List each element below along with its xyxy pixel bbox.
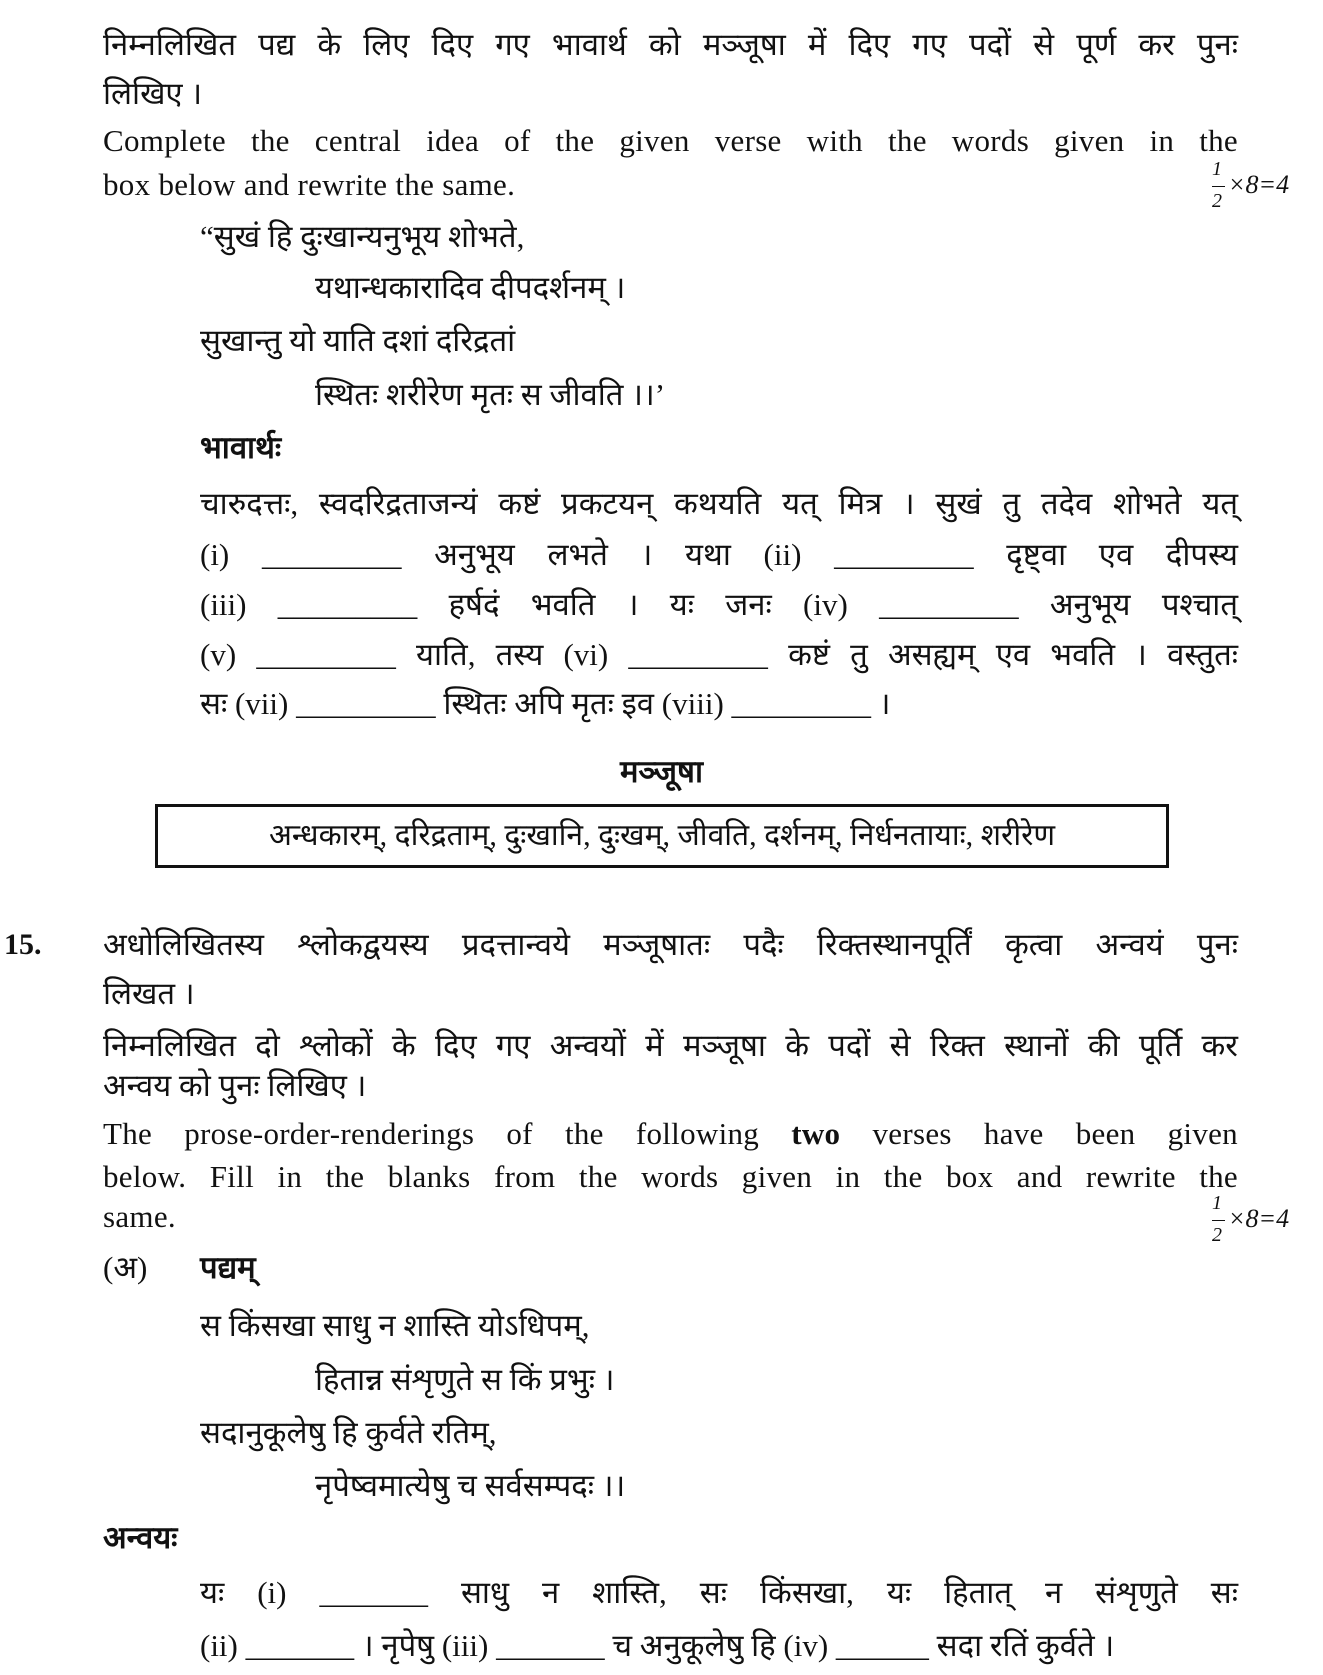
marks-numerator: 1 — [1212, 1192, 1222, 1214]
verse-line-3: सुखान्तु यो याति दशां दरिद्रतां — [200, 323, 516, 358]
bhavarth-line-3: (iii) _________ हर्षदं भवति । यः जनः (iv) _________ अनुभूय पश्चात् — [200, 587, 1238, 622]
instruction-hindi-line-1: निम्नलिखित दो श्लोकों के दिए गए अन्वयों में मञ्जूषा के पदों से रिक्त स्थानों की पूर्ति कर — [103, 1028, 1238, 1063]
text-segment: verses have been given — [872, 1116, 1238, 1151]
verse-line-1: स किंसखा साधु न शास्ति योऽधिपम्, — [200, 1308, 590, 1343]
instruction-hindi-line-2: अन्वय को पुनः लिखिए । — [103, 1068, 367, 1103]
bhavarth-line-1: चारुदत्तः, स्वदरिद्रताजन्यं कष्टं प्रकटयन् कथयति यत् मित्र । सुखं तु तदेव शोभते यत् — [200, 486, 1238, 521]
bhavarth-label: भावार्थः — [200, 430, 282, 465]
instruction-english-line-1 — [103, 1112, 1238, 1156]
bhavarth-line-4: (v) _________ याति, तस्य (vi) _________ कष्टं तु असह्यम् एव भवति । वस्तुतः — [200, 637, 1238, 672]
part-a-title: पद्यम् — [200, 1250, 256, 1285]
emphasis-two: two — [791, 1116, 841, 1151]
marks-denominator: 2 — [1212, 190, 1222, 212]
fraction-bar — [1212, 186, 1225, 187]
instruction-english-line-2: below. Fill in the blanks from the words given in the box and rewrite the — [103, 1159, 1238, 1194]
marks-denominator: 2 — [1212, 1224, 1222, 1246]
marks-multiplier: ×8=4 — [1228, 170, 1290, 199]
instruction-english-line-1: Complete the central idea of the given verse with the words given in the — [103, 123, 1238, 158]
anvay-line-1: यः (i) _______ साधु न शास्ति, सः किंसखा, यः हितात् न संशृणुते सः — [200, 1575, 1238, 1610]
bhavarth-line-5: सः (vii) _________ स्थितः अपि मृतः इव (viii) _________ । — [200, 686, 891, 721]
marks-q15 — [1212, 1192, 1323, 1252]
instruction-sanskrit-line-2: लिखत । — [103, 976, 195, 1011]
question-number: 15. — [4, 928, 42, 961]
instruction-sanskrit-line-1: अधोलिखितस्य श्लोकद्वयस्य प्रदत्तान्वये मञ्जूषातः पदैः रिक्तस्थानपूर्तिं कृत्वा अन्वयं पुनः — [103, 927, 1238, 962]
verse-line-4: स्थितः शरीरेण मृतः स जीवति ।।’ — [315, 377, 666, 412]
verse-line-2: हितान्न संशृणुते स किं प्रभुः । — [315, 1362, 615, 1397]
marks-q14 — [1212, 158, 1323, 218]
fraction-bar — [1212, 1220, 1225, 1221]
instruction-english-line-3: same. — [103, 1199, 176, 1234]
verse-line-4: नृपेष्वमात्येषु च सर्वसम्पदः ।। — [315, 1468, 626, 1503]
manjusha-word-box: अन्धकारम्, दरिद्रताम्, दुःखानि, दुःखम्, जीवति, दर्शनम्, निर्धनतायाः, शरीरेण — [155, 804, 1169, 868]
verse-line-1: “सुखं हि दुःखान्यनुभूय शोभते, — [200, 219, 525, 254]
bhavarth-line-2: (i) _________ अनुभूय लभते । यथा (ii) _________ दृष्ट्वा एव दीपस्य — [200, 537, 1238, 572]
instruction-english-line-2: box below and rewrite the same. — [103, 167, 516, 202]
anvay-line-2: (ii) _______ । नृपेषु (iii) _______ च अनुकूलेषु हि (iv) ______ सदा रतिं कुर्वते । — [200, 1628, 1115, 1663]
anvay-label: अन्वयः — [103, 1520, 178, 1555]
marks-multiplier: ×8=4 — [1228, 1204, 1290, 1233]
verse-line-2: यथान्धकारादिव दीपदर्शनम् । — [315, 270, 626, 305]
marks-numerator: 1 — [1212, 158, 1222, 180]
part-a-label: (अ) — [103, 1250, 148, 1285]
text-segment: The prose-order-renderings of the following — [103, 1116, 760, 1151]
manjusha-heading: मञ्जूषा — [620, 754, 703, 789]
instruction-hindi-line-1: निम्नलिखित पद्य के लिए दिए गए भावार्थ को मञ्जूषा में दिए गए पदों से पूर्ण कर पुनः — [103, 27, 1238, 62]
verse-line-3: सदानुकूलेषु हि कुर्वते रतिम्, — [200, 1415, 497, 1450]
instruction-hindi-line-2: लिखिए । — [103, 76, 203, 111]
